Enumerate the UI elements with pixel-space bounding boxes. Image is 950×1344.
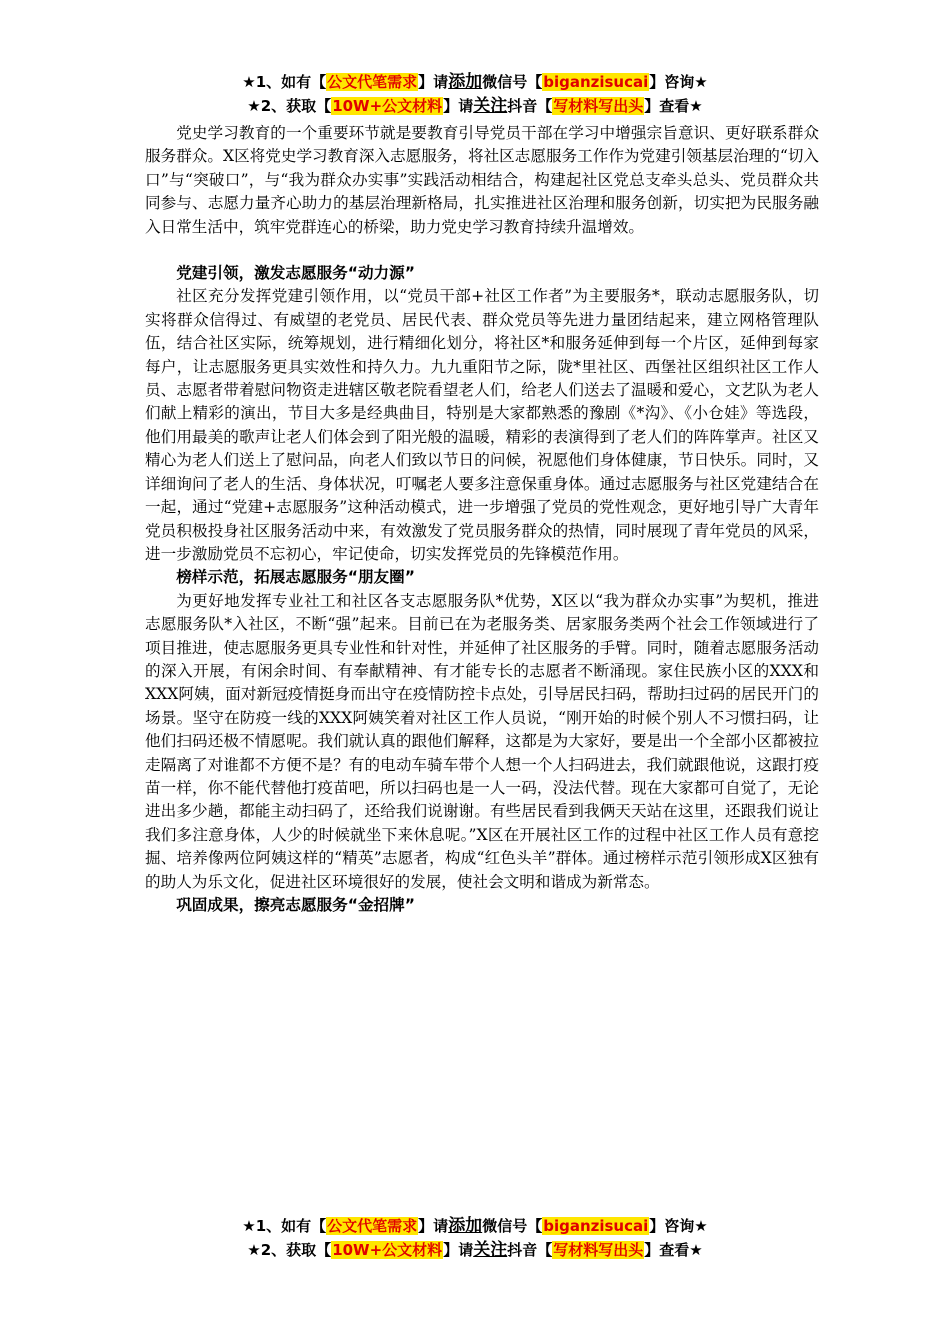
highlight-douyin-id: 写材料写出头 <box>553 97 644 115</box>
banner-line-1: ★1、如有【公文代笔需求】请添加微信号【biganzisucai】咨询★ <box>242 72 708 92</box>
bottom-banner <box>0 1214 950 1262</box>
banner-line-2: ★2、获取【10W+公文材料】请关注抖音【写材料写出头】查看★ <box>247 96 703 116</box>
highlight-douyin-id: 写材料写出头 <box>553 1241 644 1259</box>
section-heading-2: 榜样示范，拓展志愿服务“朋友圈” <box>176 568 415 587</box>
highlight-materials: 10W+公文材料 <box>332 1241 443 1259</box>
highlight-service: 公文代笔需求 <box>327 73 418 91</box>
section-paragraph-2: 为更好地发挥专业社工和社区各支志愿服务队*优势，X区以“我为群众办实事”为契机，推进志愿服务队*入社区，不断“强”起来。目前已在为老服务类、居家服务类两个社会工作领域进行了项目推进，使志愿服务更具专业性和针对性，并延伸了社区服务的手臂。同时，随着志愿服务活动的深入开展，有闲余时间、有奉献精神、有才能专长的志愿者不断涌现。家住民族小区的XXX和XXX阿姨，面对新冠疫情挺身而出守在疫情防控卡点处，引导居民扫码，帮助扫过码的居民开门的场景。坚守在防疫一线的XXX阿姨笑着对社区工作人员说，“刚开始的时候个别人不习惯扫码，让他们扫码还极不情愿呢。我们就认真的跟他们解释，这都是为大家好，要是出一个全部小区都被拉走隔离了对谁都不方便不是？有的电动车骑车带个人想一个人扫码进去，我们就跟他说，这跟打疫苗一样，你不能代替他打疫苗吧，所以扫码也是一人一码，没法代替。现在大家都可自觉了，无论进出多少趟，都能主动扫码了，还给我们说谢谢。有些居民看到我俩天天站在这里，还跟我们说让我们多注意身体，人少的时候就坐下来休息呢。”X区在开展社区工作的过程中社区工作人员有意挖掘、培养像两位阿姨这样的“精英”志愿者，构成“红色头羊”群体。通过榜样示范引领形成X区独有的助人为乐文化，促进社区环境很好的发展，使社会文明和谐成为新常态。 <box>145 591 819 891</box>
highlight-wechat-id: biganzisucai <box>543 1217 649 1235</box>
intro-paragraph: 党史学习教育的一个重要环节就是要教育引导党员干部在学习中增强宗旨意识、更好联系群众服务群众。X区将党史学习教育深入志愿服务，将社区志愿服务工作作为党建引领基层治理的“切入口”与“突破口”，与“我为群众办实事”实践活动相结合，构建起社区党总支牵头总头、党员群众共同参与、志愿力量齐心助力的基层治理新格局，扎实推进社区治理和服务创新，切实把为民服务融入日常生活中，筑牢党群连心的桥梁，助力党史学习教育持续升温增效。 <box>145 124 820 236</box>
highlight-service: 公文代笔需求 <box>327 1217 418 1235</box>
banner-line-2: ★2、获取【10W+公文材料】请关注抖音【写材料写出头】查看★ <box>247 1240 703 1260</box>
banner-line-1: ★1、如有【公文代笔需求】请添加微信号【biganzisucai】咨询★ <box>242 1216 708 1236</box>
top-banner <box>0 70 950 118</box>
section-heading-3: 巩固成果，擦亮志愿服务“金招牌” <box>176 896 415 914</box>
section-paragraph-1: 社区充分发挥党建引领作用，以“党员干部+社区工作者”为主要服务*，联动志愿服务队，切实将群众信得过、有威望的老党员、居民代表、群众党员等先进力量团结起来，建立网格管理队伍，结合社区实际，统筹规划，进行精细化划分，将社区*和服务延伸到每一个片区，延伸到每家每户，让志愿服务更具实效性和持久力。九九重阳节之际，陇*里社区、西堡社区组织社区工作人员、志愿者带着慰问物资走进辖区敬老院看望老人们，给老人们送去了温暖和爱心，文艺队为老人们献上精彩的演出，节目大多是经典曲目，特别是大家都熟悉的豫剧《*沟》、《小仓娃》等选段，他们用最美的歌声让老人们体会到了阳光般的温暖，精彩的表演得到了老人们的阵阵掌声。社区又精心为老人们送上了慰问品，向老人们致以节日的问候，祝愿他们身体健康，节日快乐。同时，又详细询问了老人的生活、身体状况，叮嘱老人要多注意保重身体。通过志愿服务与社区党建结合在一起，通过“党建+志愿服务”这种活动模式，进一步增强了党员的党性观念，更好地引导广大青年党员积极投身社区服务活动中来，有效激发了党员服务群众的热情，同时展现了青年党员的风采，进一步激励党员不忘初心，牢记使命，切实发挥党员的先锋模范作用。 <box>145 287 819 563</box>
highlight-wechat-id: biganzisucai <box>543 73 649 91</box>
highlight-materials: 10W+公文材料 <box>332 97 443 115</box>
article-body <box>145 122 819 917</box>
section-heading-1: 党建引领，激发志愿服务“动力源” <box>176 264 415 283</box>
